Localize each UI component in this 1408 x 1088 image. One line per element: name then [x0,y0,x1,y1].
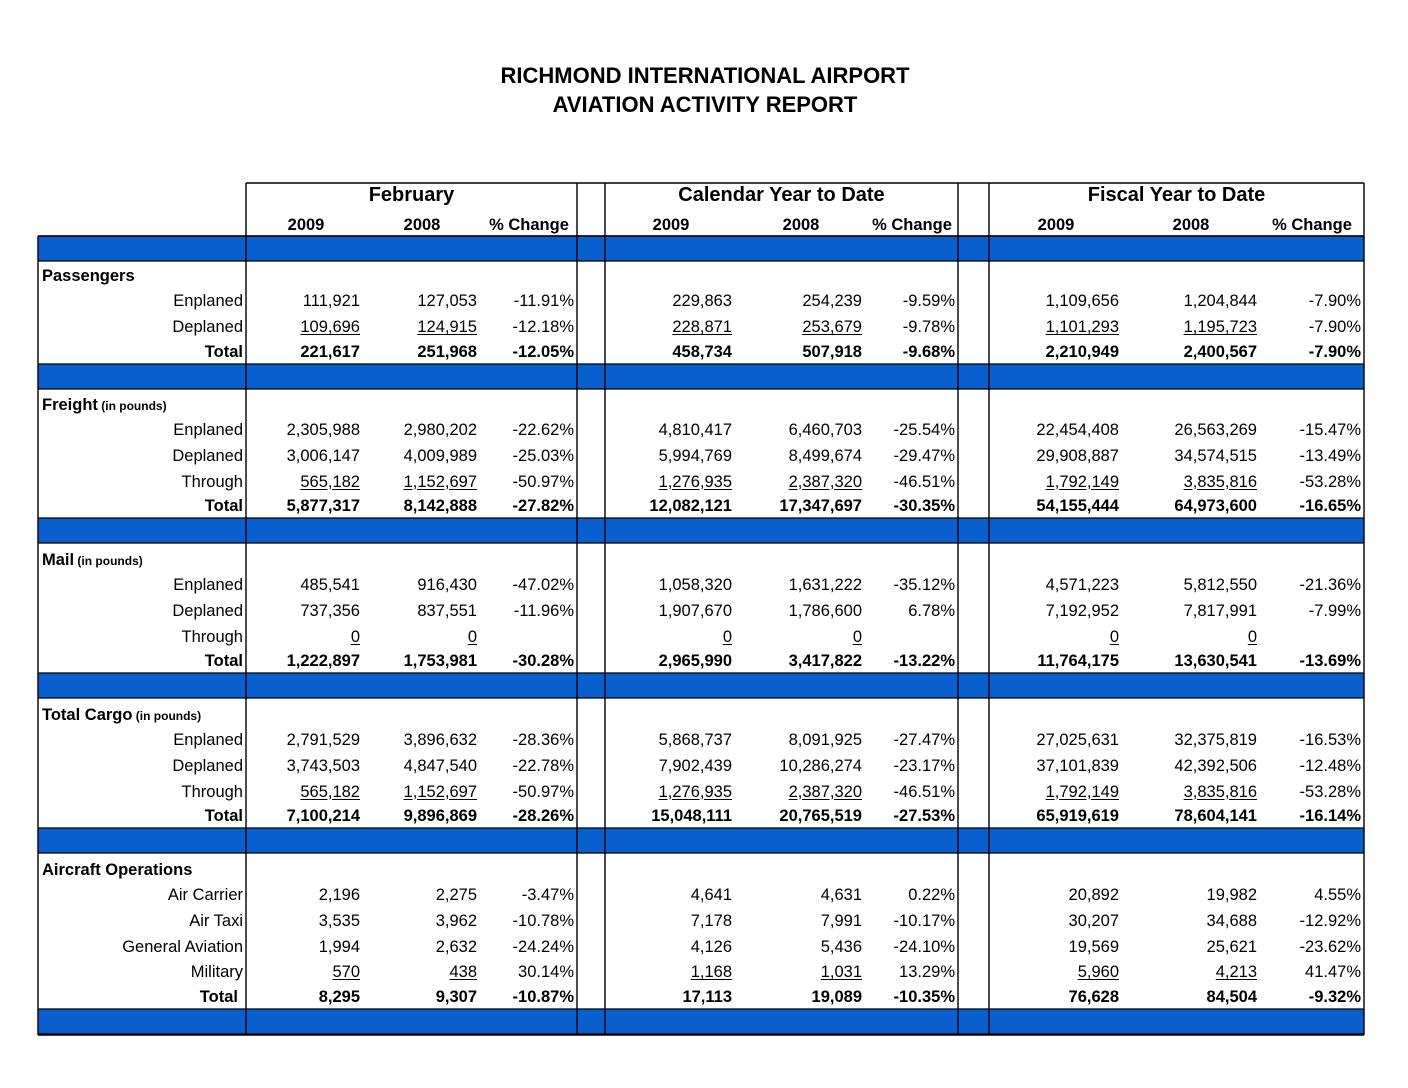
blue-separator-band [38,673,1364,698]
data-cell: -16.65% [1299,497,1361,515]
data-cell: 1,786,600 [788,601,862,620]
data-cell: 124,915 [417,317,477,336]
data-cell: 9,896,869 [403,807,477,825]
row-label: Enplaned [173,421,243,439]
data-cell: -27.47% [893,731,955,749]
section-title [42,550,143,571]
data-cell: 1,168 [690,963,732,982]
data-cell: 17,347,697 [779,497,862,515]
group-header: Fiscal Year to Date [1087,184,1266,206]
data-cell: 65,919,619 [1036,807,1119,825]
data-cell: -46.51% [893,782,955,801]
data-cell: -13.69% [1299,652,1361,670]
column-header: 2008 [1172,216,1210,234]
data-cell: -28.26% [512,807,574,825]
column-header: % Change [1272,216,1352,234]
data-cell: -30.35% [893,497,955,515]
data-cell: -15.47% [1299,421,1361,439]
data-cell: -9.68% [902,343,955,361]
data-cell: 3,535 [318,911,360,930]
data-cell: -21.36% [1299,576,1361,594]
data-cell: 0 [1247,627,1257,646]
data-cell: 8,499,674 [788,446,862,465]
data-cell: 221,617 [300,343,360,361]
data-cell: -23.17% [893,756,955,775]
data-cell: -50.97% [512,782,574,801]
data-cell: -53.28% [1299,782,1361,801]
data-cell: 25,621 [1206,937,1257,956]
section-title [42,705,201,726]
data-cell: 837,551 [417,601,477,620]
row-label: Total [199,988,238,1006]
section-title [42,266,135,286]
row-label: Total [204,343,243,361]
data-cell: 0 [467,627,477,646]
section-name: Passengers [42,267,135,285]
data-cell: -12.18% [512,317,574,336]
column-header: % Change [872,216,952,234]
data-cell: -16.53% [1299,731,1361,749]
data-cell: -9.59% [902,292,955,310]
report-subtitle: AVIATION ACTIVITY REPORT [552,92,858,117]
data-cell: 11,764,175 [1037,652,1119,670]
data-cell: 34,688 [1206,911,1257,930]
data-cell: -12.05% [512,343,574,361]
data-cell: 1,792,149 [1045,472,1119,491]
data-cell: -7.90% [1308,343,1361,361]
data-cell: 4,810,417 [658,421,732,439]
data-cell: 7,991 [820,911,862,930]
data-cell: 30.14% [518,963,574,982]
data-cell: 254,239 [802,292,862,310]
data-cell: 34,574,515 [1174,446,1257,465]
blue-separator-band [38,1009,1364,1034]
data-cell: 458,734 [672,343,732,361]
data-cell: -11.91% [513,292,574,310]
column-header: % Change [489,216,569,234]
data-cell: -10.35% [893,988,955,1006]
data-cell: 127,053 [417,292,477,310]
data-cell: 1,994 [318,937,360,956]
data-cell: 438 [449,963,477,982]
data-cell: 4.55% [1314,886,1361,904]
data-cell: 570 [332,963,360,982]
data-cell: 8,295 [318,988,360,1006]
data-cell: 76,628 [1068,988,1119,1006]
data-cell: 20,892 [1068,886,1119,904]
data-cell: -10.87% [512,988,574,1006]
section-name: Aircraft Operations [42,861,193,879]
row-label: Deplaned [172,317,243,336]
data-cell: 22,454,408 [1036,421,1119,439]
blue-separator-band [38,518,1364,543]
data-cell: 84,504 [1206,988,1257,1006]
data-cell: -28.36% [512,731,574,749]
data-cell: 4,631 [820,886,862,904]
data-cell: -12.48% [1299,756,1361,775]
data-cell: 30,207 [1068,911,1119,930]
data-cell: -16.14% [1299,807,1361,825]
row-label: Air Taxi [189,911,243,930]
data-cell: 19,569 [1068,937,1119,956]
row-label: Enplaned [173,292,243,310]
column-header: 2008 [403,216,441,234]
row-label: Through [181,627,243,646]
data-cell: -10.17% [893,911,955,930]
data-cell: 4,571,223 [1045,576,1119,594]
data-cell: 32,375,819 [1174,731,1257,749]
data-cell: 2,275 [435,886,477,904]
data-cell: -7.90% [1308,317,1361,336]
data-cell: 109,696 [300,317,360,336]
data-cell: 565,182 [300,782,360,801]
data-cell: 485,541 [300,576,360,594]
data-cell: 2,980,202 [403,421,477,439]
data-cell: 6.78% [908,601,955,620]
data-cell: 3,896,632 [403,731,477,749]
data-cell: 2,400,567 [1183,343,1257,361]
data-cell: 12,082,121 [649,497,732,515]
data-cell: 1,152,697 [403,782,477,801]
data-cell: 111,921 [302,292,360,310]
data-cell: -9.32% [1308,988,1361,1006]
section-title [42,860,192,880]
data-cell: -24.24% [512,937,574,956]
data-cell: 1,195,723 [1183,317,1257,336]
data-cell: 1,058,320 [658,576,732,594]
data-cell: 0 [1109,627,1119,646]
column-header: 2009 [1037,216,1075,234]
column-header: 2009 [652,216,690,234]
data-cell: 3,835,816 [1183,472,1257,491]
section-unit-note: (in pounds) [74,554,143,568]
data-cell: 1,109,656 [1045,292,1119,310]
data-cell: 1,101,293 [1045,317,1119,336]
data-cell: 4,009,989 [403,446,477,465]
data-cell: 8,091,925 [788,731,862,749]
data-cell: -11.96% [513,601,574,620]
section-unit-note: (in pounds) [97,399,167,413]
section-name: Mail [42,551,75,569]
section-title [42,395,167,416]
row-label: Through [181,782,243,801]
data-cell: 42,392,506 [1174,756,1257,775]
data-cell: 1,792,149 [1045,782,1119,801]
data-cell: 13,630,541 [1174,652,1257,670]
data-cell: 5,877,317 [286,497,360,515]
data-cell: 228,871 [672,317,732,336]
data-cell: 253,679 [802,317,862,336]
data-cell: -24.10% [893,937,955,956]
row-label: Enplaned [173,731,243,749]
data-cell: 2,965,990 [658,652,732,670]
data-cell: 64,973,600 [1174,497,1257,515]
data-cell: 4,213 [1215,963,1257,982]
row-label: Deplaned [172,446,243,465]
row-label: General Aviation [122,937,243,956]
data-cell: 0.22% [908,886,955,904]
data-cell: 737,356 [300,601,360,620]
data-cell: 4,126 [690,937,732,956]
data-cell: 19,982 [1206,886,1257,904]
data-cell: 3,962 [435,911,477,930]
data-cell: 1,276,935 [658,782,732,801]
data-cell: 3,835,816 [1183,782,1257,801]
group-header: February [368,184,455,206]
data-cell: -25.03% [512,446,574,465]
section-name: Total Cargo [42,706,133,724]
data-cell: 37,101,839 [1036,756,1119,775]
data-cell: 5,868,737 [658,731,732,749]
data-cell: -9.78% [902,317,955,336]
data-cell: -7.90% [1308,292,1361,310]
data-cell: 2,791,529 [286,731,360,749]
data-cell: 15,048,111 [651,807,732,825]
data-cell: 2,387,320 [788,782,862,801]
section-unit-note: (in pounds) [132,709,202,723]
data-cell: -22.62% [512,421,574,439]
data-cell: 7,100,214 [286,807,360,825]
data-cell: -27.53% [893,807,955,825]
data-cell: 54,155,444 [1036,497,1119,515]
data-cell: -27.82% [512,497,574,515]
data-cell: -47.02% [512,576,574,594]
data-cell: 4,847,540 [403,756,477,775]
data-cell: 1,222,897 [286,652,360,670]
data-cell: 7,192,952 [1045,601,1119,620]
report-title: RICHMOND INTERNATIONAL AIRPORT [500,63,910,88]
data-cell: -30.28% [512,652,574,670]
data-cell: 2,387,320 [788,472,862,491]
data-cell: 13.29% [899,963,955,982]
data-cell: -29.47% [893,446,955,465]
column-header: 2008 [782,216,820,234]
data-cell: 8,142,888 [403,497,477,515]
row-label: Deplaned [172,756,243,775]
blue-separator-band [38,236,1364,261]
data-cell: 5,812,550 [1183,576,1257,594]
data-cell: 1,204,844 [1183,292,1257,310]
section-name: Freight [42,396,98,414]
data-cell: 1,631,222 [788,576,862,594]
data-cell: 7,902,439 [658,756,732,775]
data-cell: 5,960 [1077,963,1119,982]
data-cell: 29,908,887 [1036,446,1119,465]
data-cell: 27,025,631 [1036,731,1119,749]
data-cell: 9,307 [435,988,477,1006]
data-cell: 565,182 [300,472,360,491]
data-cell: 1,907,670 [658,601,732,620]
data-cell: -12.92% [1299,911,1361,930]
data-cell: 4,641 [690,886,732,904]
data-cell: 2,632 [435,937,477,956]
blue-separator-band [38,364,1364,389]
data-cell: -13.49% [1299,446,1361,465]
data-cell: -25.54% [893,421,955,439]
data-cell: -23.62% [1299,937,1361,956]
data-cell: -53.28% [1299,472,1361,491]
row-label: Air Carrier [167,886,243,904]
data-cell: 6,460,703 [788,421,862,439]
data-cell: 0 [852,627,862,646]
row-label: Total [204,497,243,515]
data-cell: 3,743,503 [286,756,360,775]
data-cell: 17,113 [682,988,732,1006]
data-cell: 78,604,141 [1174,807,1257,825]
data-cell: 507,918 [802,343,862,361]
column-header: 2009 [287,216,325,234]
data-cell: -7.99% [1308,601,1361,620]
data-cell: -50.97% [512,472,574,491]
group-header: Calendar Year to Date [678,184,885,206]
row-label: Military [190,963,243,982]
data-cell: 1,276,935 [658,472,732,491]
data-cell: -22.78% [512,756,574,775]
data-cell: 19,089 [811,988,862,1006]
data-cell: 1,031 [820,963,862,982]
data-cell: 2,210,949 [1045,343,1119,361]
data-cell: -10.78% [512,911,574,930]
data-cell: -46.51% [893,472,955,491]
data-cell: 7,178 [690,911,732,930]
data-cell: 0 [350,627,360,646]
data-cell: 0 [722,627,732,646]
data-cell: -13.22% [893,652,955,670]
data-cell: 5,994,769 [658,446,732,465]
data-cell: 251,968 [417,343,477,361]
blue-separator-band [38,828,1364,853]
row-label: Through [181,472,243,491]
data-cell: 916,430 [417,576,477,594]
row-label: Enplaned [173,576,243,594]
data-cell: 10,286,274 [779,756,862,775]
data-cell: 1,753,981 [403,652,477,670]
row-label: Total [204,807,243,825]
data-cell: 1,152,697 [403,472,477,491]
data-cell: -3.47% [521,886,574,904]
data-cell: 7,817,991 [1183,601,1257,620]
data-cell: 3,006,147 [286,446,360,465]
data-cell: 5,436 [820,937,862,956]
data-cell: 2,305,988 [286,421,360,439]
data-cell: 229,863 [672,292,732,310]
data-cell: 26,563,269 [1174,421,1257,439]
data-cell: 41.47% [1305,963,1361,982]
data-cell: 20,765,519 [779,807,862,825]
data-cell: -35.12% [893,576,955,594]
row-label: Deplaned [172,601,243,620]
data-cell: 2,196 [318,886,360,904]
row-label: Total [204,652,243,670]
data-cell: 3,417,822 [788,652,862,670]
